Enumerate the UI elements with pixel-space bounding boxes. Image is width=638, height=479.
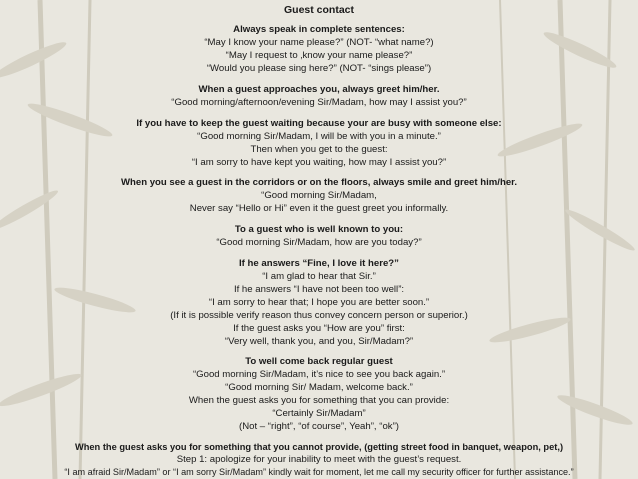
heading-fine-answer: If he answers “Fine, I love it here?” — [239, 258, 399, 269]
example-line: “I am afraid Sir/Madam” or “I am sorry Sir/Madam” kindly wait for moment, let me call my security officer for further assistance.” — [64, 467, 574, 477]
slide-title: Guest contact — [283, 4, 354, 16]
example-line: “I am sorry to hear that; I hope you are better soon.” — [208, 297, 430, 308]
example-line: Step 1: apologize for your inability to meet with the guest’s request. — [176, 454, 462, 465]
example-line: “Good morning Sir/Madam, how are you today?” — [216, 237, 422, 248]
example-line: “I am glad to hear that Sir.” — [262, 271, 376, 282]
heading-guest-approaches: When a guest approaches you, always greet him/her. — [198, 84, 440, 95]
example-line: Then when you get to the guest: — [250, 144, 388, 155]
example-line: “Good morning/afternoon/evening Sir/Madam, how may I assist you?” — [171, 97, 467, 108]
heading-cannot-provide: When the guest asks you for something that you cannot provide, (getting street food in banquet, weapon, pet,) — [74, 442, 564, 452]
example-line: If the guest asks you “How are you” first: — [233, 323, 405, 334]
example-line: “May I request to ‚know your name please?” — [225, 50, 413, 61]
example-line: “Very well, thank you, and you, Sir/Madam?” — [224, 336, 414, 347]
heading-corridors: When you see a guest in the corridors or on the floors, always smile and greet him/her. — [120, 177, 518, 188]
heading-welcome-back: To well come back regular guest — [245, 356, 393, 367]
example-line: When the guest asks you for something that you can provide: — [188, 395, 450, 406]
example-line: “Good morning Sir/Madam, it’s nice to see you back again.” — [192, 369, 446, 380]
example-line: “May I know your name please?” (NOT- “what name?) — [204, 37, 434, 48]
example-line: “Good morning Sir/ Madam, welcome back.” — [225, 382, 413, 393]
example-line: Never say “Hello or Hi” even it the guest greet you informally. — [189, 203, 449, 214]
example-line: (If it is possible verify reason thus convey concern person or superior.) — [170, 310, 468, 321]
example-line: If he answers “I have not been too well”: — [233, 284, 405, 295]
example-line: “Certainly Sir/Madam” — [272, 408, 366, 419]
example-line: “I am sorry to have kept you waiting, how may I assist you?” — [191, 157, 447, 168]
heading-keep-waiting: If you have to keep the guest waiting because your are busy with someone else: — [136, 118, 502, 129]
example-line: “Good morning Sir/Madam, — [261, 190, 377, 201]
example-line: “Good morning Sir/Madam, I will be with you in a minute.” — [197, 131, 441, 142]
example-line: “Would you please sing here?” (NOT- “sings please”) — [206, 63, 432, 74]
heading-well-known-guest: To a guest who is well known to you: — [234, 224, 404, 235]
heading-complete-sentences: Always speak in complete sentences: — [233, 24, 405, 35]
example-line: (Not – “right”, “of course”, Yeah”, “ok”) — [239, 421, 399, 432]
